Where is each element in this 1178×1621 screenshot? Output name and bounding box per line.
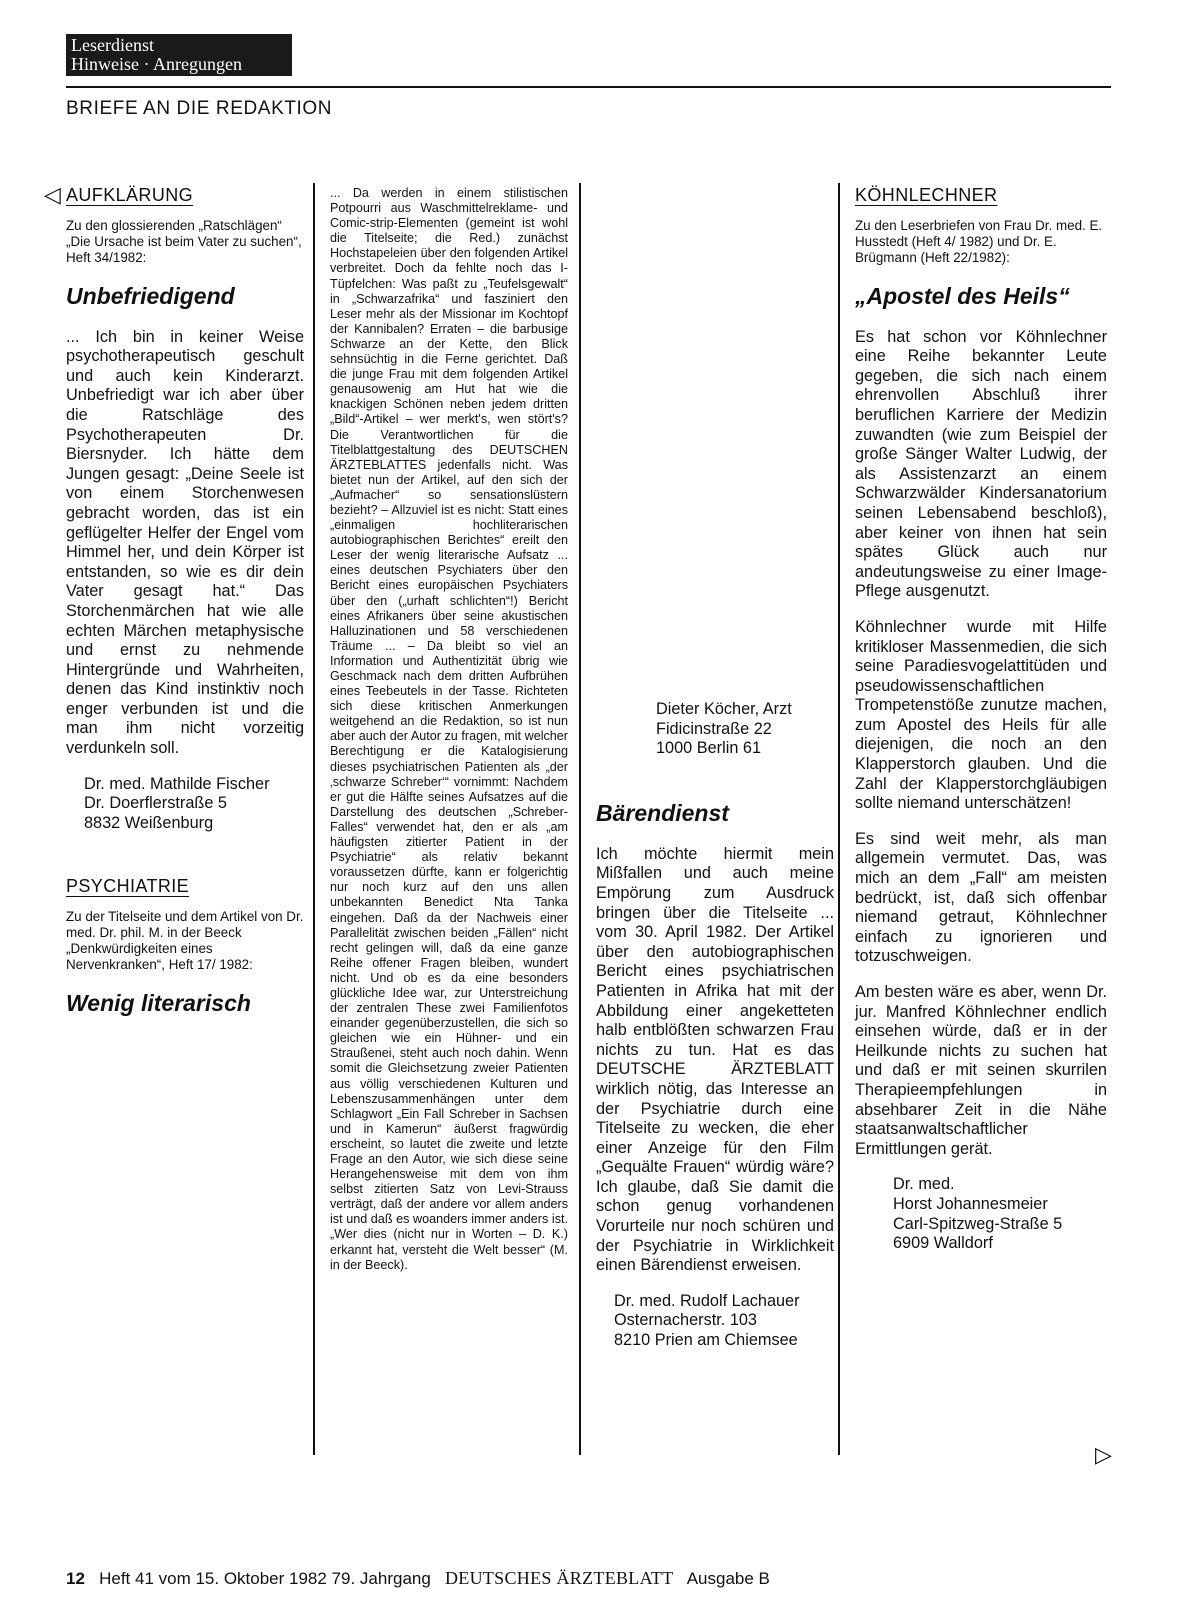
letter-body-psychiatrie: ... Da werden in einem stilistischen Potpourri aus Waschmittelreklame- und Comic-strip-Elementen (gemeint ist wohl die Titelseite; die Red.) zunächst Hochstapeleien über den folgenden Artikel verbreitet. Doch da fehlte noch das I-Tüpfelchen: Was paßt zu „Teufelsgewalt“ in „Schwarzafrika“ und fasziniert den Leser mehr als der Missionar im Kochtopf der Kannibalen? Erraten – die barbusige Schwarze an der Kette, den Blick sehnsüchtig in die Ferne gerichtet. Daß die junge Frau mit dem folgenden Artikel genausowenig am Hut hat wie die knackigen Schönen neben jedem dritten „Bild“-Artikel – wer merkt's, wen stört's? Die Verantwortlichen für die Titelblattgestaltung des DEUTSCHEN ÄRZTEBLATTES jedenfalls nicht. Was bietet nun der Artikel, auf den sich der „Aufmacher“ so sensationslüstern bezieht? – Allzuviel ist es nicht: Statt eines „einmaligen hochliterarischen autobiographischen Berichtes“ ereilt den Leser der wenig literarische Aufsatz ... eines deutschen Psychiaters über den Bericht eines europäischen Psychiaters über den („urhaft schlichten“!) Bericht eines Afrikaners über seine akustischen Halluzinationen und 58 verschiedenen Träume ... – Da bleibt so viel an Information und Authentizität übrig wie Geschmack nach dem dritten Aufbrühen eines Teebeutels in der Tasse. Richteten sich diese kritischen Anmerkungen weitgehend an die Redaktion, so ist nun aber auch der Autor zu fragen, mit welcher Berechtigung er die Katalogisierung dieses psychiatrischen Patienten als „der ‚schwarze Schreber‘“ vornimmt: Nachdem er gut die Hälfte seines Aufsatzes auf die Darstellung des deutschen „Schreber-Falles“ verwendet hat, den er als „am häufigsten zitierter Patient in der Psychiatrie“ als relativ bekannt voraussetzen dürfte, kann er folgerichtig nur noch kurz auf den uns allen unbekannten Benedict Nta Tanka eingehen. Daß da der Nachweis einer Parallelität zwischen beiden „Fällen“ nicht recht gelingen will, daß da eine ganze Reihe offener Fragen bleiben, wundert nicht. Und ob es da eine besonders glückliche Idee war, zur Unterstreichung der zentralen These zwei Familienfotos einander gegenüberzustellen, die sich so gleichen wie ein Hühner- und ein Straußenei, steht auch noch dahin. Wenn somit die Gleichsetzung zweier Patienten aus völlig verschiedenen Kulturen und Lebenszusammenhängen unter dem Schlagwort „Ein Fall Schreber in Sachsen und in Kamerun“ äußerst fragwürdig erscheint, so lautet die zweite und letzte Frage an den Autor, wie sich diese seine Herangehensweise mit dem von ihm selbst zitierten Satz von Levi-Strauss verträgt, daß der andere vor allem anders ist und daß es woanders immer anders ist. „Wer dies (nicht nur in Worten – D. K.) erkannt hat, versteht die Welt besser“ (M. in der Beeck). [330, 186, 568, 1272]
letter-paragraph-2: Köhnlechner wurde mit Hilfe kritikloser Massenmedien, die sich seine Paradiesvogelattitüden und pseudowissenschaftlichen Trompetenstöße zunutze machen, zum Apostel des Heils für alle diejenigen, die noch an den Klapperstorch glauben. Und die Zahl der Klapperstorchgläubigen sollte niemand unterschätzen! [855, 617, 1107, 813]
column-3 [596, 700, 834, 1395]
headline-wenig-literarisch: Wenig literarisch [66, 990, 251, 1017]
letter-body-aufklaerung: ... Ich bin in keiner Weise psychotherapeutisch geschult und auch kein Kinderarzt. Unbefriedigt war ich aber über die Ratschläge des Psychotherapeuten Dr. Biersnyder. Ich hätte dem Jungen gesagt: „Deine Seele ist von einem Storchenwesen gebracht worden, das ist ein geflügelter Helfer der Engel vom Himmel her, und dein Körper ist entstanden, so wie es dir dein Vater gesagt hat.“ Das Storchenmärchen hat wie alle echten Märchen metaphysische und ernst zu nehmende Hintergründe und Wahrheiten, denen das Kind instinktiv noch enger verbunden ist und die man ihm nicht vorzeitig verdunkeln soll. [66, 327, 304, 758]
column-1 [66, 186, 304, 1035]
header-rule [66, 86, 1111, 88]
rubric-label [66, 34, 292, 76]
signature-koecher: Dieter Köcher, Arzt Fidicinstraße 22 1000 Berlin 61 [656, 700, 792, 758]
page-number: 12 [66, 1569, 85, 1588]
rubric-line-2: Hinweise · Anregungen [71, 54, 242, 74]
reference-psychiatrie: Zu der Titelseite und dem Artikel von Dr. med. Dr. phil. M. in der Beeck „Denkwürdigkeiten eines Nervenkranken“, Heft 17/ 1982: [66, 909, 304, 973]
letter-paragraph-1: Es hat schon vor Köhnlechner eine Reihe bekannter Leute gegeben, die sich nach einem ehrenvollen Abschluß ihrer beruflichen Karriere der Medizin zuwandten (wie zum Beispiel der große Sänger Walter Ludwig, der als Assistenzarzt an einem Schwarzwälder Kindersanatorium seinen Lebensabend beschloß), aber keiner von ihnen hat sein spätes Glück auch nur andeutungsweise zu einer Image-Pflege ausgenutzt. [855, 327, 1107, 601]
letter-body-baerendienst: Ich möchte hiermit mein Mißfallen und auch meine Empörung zum Ausdruck bringen über die Titelseite ... vom 30. April 1982. Der Artikel über den autobiographischen Bericht eines psychiatrischen Patienten in Afrika hat mit der Abbildung einer angeketteten halb entblößten schwarzen Frau nichts zu tun. Hat es das DEUTSCHE ÄRZTEBLATT wirklich nötig, das Interesse an der Psychiatrie durch eine Titelseite zu wecken, die eher einer Anzeige für den Film „Gequälte Frauen“ würdig wäre? Ich glaube, daß Sie damit die schon genug vorhandenen Vorurteile nur noch schüren und der Psychiatrie in Wirklichkeit einen Bärendienst erweisen. [596, 844, 834, 1275]
topic-aufklaerung: AUFKLÄRUNG [66, 185, 194, 205]
letter-paragraph-3: Es sind weit mehr, als man allgemein vermutet. Das, was mich an dem „Fall“ am meisten bedrückt, ist, daß sich offenbar niemand getraut, Köhnlechner einfach zu ignorieren und totzuschweigen. [855, 829, 1107, 966]
journal-masthead: DEUTSCHES ÄRZTEBLATT [444, 1568, 674, 1588]
section-title: BRIEFE AN DIE REDAKTION [66, 98, 333, 119]
reference-aufklaerung: Zu den glossierenden „Ratschlägen“ „Die Ursache ist beim Vater zu suchen“, Heft 34/1982: [66, 217, 302, 265]
headline-apostel-des-heils: „Apostel des Heils“ [855, 282, 1070, 309]
column-rule-2 [579, 183, 581, 1455]
signature-fischer: Dr. med. Mathilde Fischer Dr. Doerflerstraße 5 8832 Weißenburg [84, 774, 270, 832]
page-footer [66, 1568, 770, 1589]
headline-baerendienst: Bärendienst [596, 799, 729, 826]
rubric-line-1: Leserdienst [71, 35, 154, 55]
headline-unbefriedigend: Unbefriedigend [66, 282, 235, 309]
issue-info: Heft 41 vom 15. Oktober 1982 79. Jahrgang [99, 1569, 431, 1588]
edition-label: Ausgabe B [686, 1569, 770, 1588]
topic-koehnlechner: KÖHNLECHNER [855, 185, 998, 205]
topic-psychiatrie: PSYCHIATRIE [66, 876, 190, 897]
signature-johannesmeier: Dr. med. Horst Johannesmeier Carl-Spitzweg-Straße 5 6909 Walldorf [893, 1175, 1063, 1253]
reference-koehnlechner: Zu den Leserbriefen von Frau Dr. med. E. Husstedt (Heft 4/ 1982) und Dr. E. Brügmann (Heft 22/1982): [855, 217, 1103, 265]
previous-page-icon[interactable]: ◁ [44, 182, 61, 207]
signature-lachauer: Dr. med. Rudolf Lachauer Osternacherstr. 103 8210 Prien am Chiemsee [614, 1291, 800, 1350]
column-rule-1 [313, 183, 315, 1455]
column-2-3-flow [330, 186, 568, 1289]
letter-paragraph-4: Am besten wäre es aber, wenn Dr. jur. Manfred Köhnlechner endlich einsehen würde, daß er in der Heilkunde nichts zu suchen hat und daß er mit seinen skurrilen Therapieempfehlungen in absehbarer Zeit in die Nähe staatsanwaltschaftlicher Ermittlungen gerät. [855, 983, 1107, 1158]
column-rule-3 [838, 183, 840, 1455]
column-4 [855, 186, 1107, 1298]
next-page-icon[interactable]: ▷ [1095, 1442, 1112, 1467]
